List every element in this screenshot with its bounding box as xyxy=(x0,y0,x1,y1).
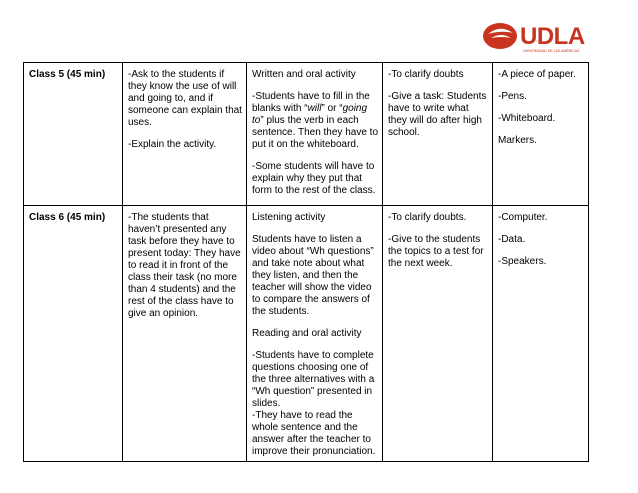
activity-cell xyxy=(247,206,383,462)
class-cell xyxy=(24,206,123,462)
class-cell xyxy=(24,63,123,206)
objective-text: -Give to the students the topics to a test for the next week. xyxy=(388,234,484,269)
activity-text: -Students have to complete questions choosing one of the three alternatives with a “Wh question” presented in slides. xyxy=(252,350,375,409)
table-row xyxy=(24,63,589,206)
material-item: -Whiteboard. xyxy=(498,113,556,124)
procedure-cell xyxy=(123,206,247,462)
procedure-cell xyxy=(123,63,247,206)
table-row xyxy=(24,206,589,462)
logo-wordmark: UDLA xyxy=(520,23,585,50)
activity-title: Listening activity xyxy=(252,212,326,223)
material-item: Markers. xyxy=(498,135,537,146)
class-label: Class 6 (45 min) xyxy=(29,212,106,223)
activity-text: -They have to read the whole sentence and the answer after the teacher to improve their pronunciation. xyxy=(252,410,376,457)
activity-text: -Students have to fill in the blanks with “will” or “going to” plus the verb in each sentence. Then they have to put it on the whiteboard. xyxy=(252,91,379,150)
material-item: -Pens. xyxy=(498,91,527,102)
activity-text: -Some students will have to explain why they put that form to the rest of the class. xyxy=(252,161,376,196)
activity-cell xyxy=(247,63,383,206)
class-label: Class 5 (45 min) xyxy=(29,69,106,80)
objective-text: -To clarify doubts. xyxy=(388,212,467,223)
material-item: -Computer. xyxy=(498,212,548,223)
material-item: -Data. xyxy=(498,234,526,245)
material-item: -Speakers. xyxy=(498,256,547,267)
objectives-cell xyxy=(383,206,493,462)
udla-logo xyxy=(483,22,595,58)
materials-cell xyxy=(493,63,589,206)
materials-cell xyxy=(493,206,589,462)
lesson-plan-table xyxy=(23,62,589,462)
udla-emblem-icon xyxy=(483,22,519,50)
objective-text: -To clarify doubts xyxy=(388,69,464,80)
activity-text: Students have to listen a video about “Wh questions” and take note about what they listen, and then the teacher will show the video to compare the answers of the students. xyxy=(252,234,374,317)
procedure-text: -Explain the activity. xyxy=(128,139,217,150)
activity-title: Reading and oral activity xyxy=(252,328,362,339)
procedure-text: -Ask to the students if they know the use of will and going to, and if someone can explain that uses. xyxy=(128,69,242,128)
procedure-text: -The students that haven’t presented any task before they have to present today: They have to read it in front of the class their task (no more than 4 students) and the rest of the class have to give an opinion. xyxy=(128,212,241,319)
objectives-cell xyxy=(383,63,493,206)
objective-text: -Give a task: Students have to write what they will do after high school. xyxy=(388,91,487,138)
logo-tagline: UNIVERSIDAD DE LAS AMÉRICAS xyxy=(523,49,580,53)
material-item: -A piece of paper. xyxy=(498,69,576,80)
activity-title: Written and oral activity xyxy=(252,69,356,80)
